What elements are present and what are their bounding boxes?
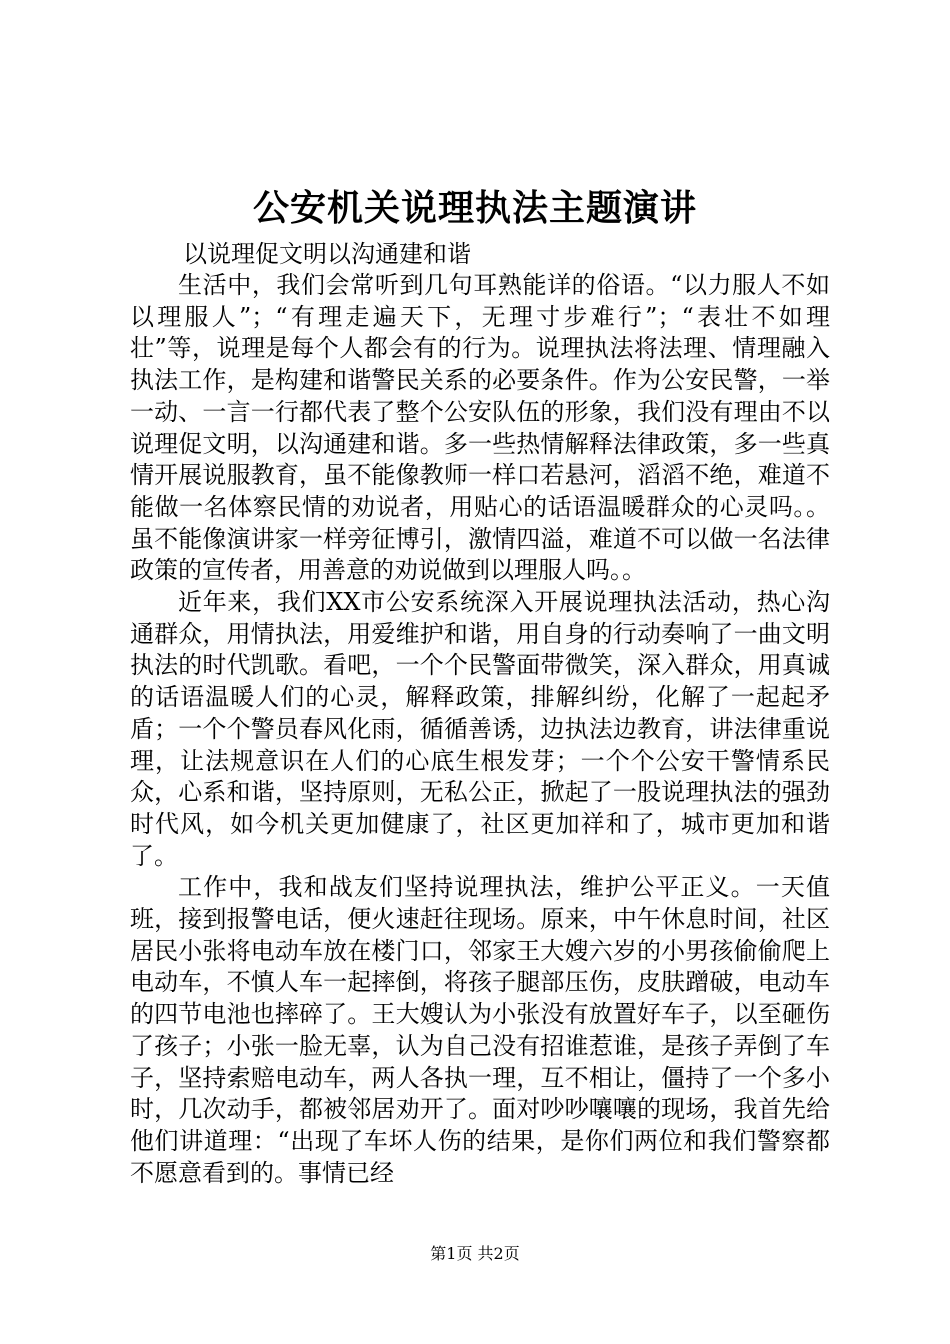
document-body — [130, 270, 830, 1189]
document-subtitle: 以说理促文明以沟通建和谐 — [183, 240, 471, 268]
document-title: 公安机关说理执法主题演讲 — [252, 187, 697, 229]
paragraph: 工作中，我和战友们坚持说理执法，维护公平正义。一天值班，接到报警电话，便火速赶往现场。原来，中午休息时间，社区居民小张将电动车放在楼门口，邻家王大嫂六岁的小男孩偷偷爬上电动车，不慎人车一起摔倒，将孩子腿部压伤，皮肤蹭破，电动车的四节电池也摔碎了。王大嫂认为小张没有放置好车子，以至砸伤了孩子；小张一脸无辜，认为自己没有招谁惹谁，是孩子弄倒了车子，坚持索赔电动车，两人各执一理，互不相让，僵持了一个多小时，几次动手，都被邻居劝开了。面对吵吵嚷嚷的现场，我首先给他们讲道理：“出现了车坏人伤的结果，是你们两位和我们警察都不愿意看到的。事情已经 — [130, 873, 830, 1187]
paragraph: 近年来，我们XX市公安系统深入开展说理执法活动，热心沟通群众，用情执法，用爱维护和谐，用自身的行动奏响了一曲文明执法的时代凯歌。看吧，一个个民警面带微笑，深入群众，用真诚的话语温暖人们的心灵，解释政策，排解纠纷，化解了一起起矛盾；一个个警员春风化雨，循循善诱，边执法边教育，讲法律重说理，让法规意识在人们的心底生根发芽；一个个公安干警情系民众，心系和谐，坚持原则，无私公正，掀起了一股说理执法的强劲时代风，如今机关更加健康了，社区更加祥和了，城市更加和谐了。 — [130, 588, 830, 870]
paragraph: 生活中，我们会常听到几句耳熟能详的俗语。“以力服人不如以理服人”；“有理走遍天下，无理寸步难行”；“表壮不如理壮”等，说理是每个人都会有的行为。说理执法将法理、情理融入执法工作，是构建和谐警民关系的必要条件。作为公安民警，一举一动、一言一行都代表了整个公安队伍的形象，我们没有理由不以说理促文明，以沟通建和谐。多一些热情解释法律政策，多一些真情开展说服教育，虽不能像教师一样口若悬河，滔滔不绝，难道不能做一名体察民情的劝说者，用贴心的话语温暖群众的心灵吗。。虽不能像演讲家一样旁征博引，激情四溢，难道不可以做一名法律政策的宣传者，用善意的劝说做到以理服人吗。。 — [130, 271, 830, 585]
page-footer: 第1页 共2页 — [430, 1244, 520, 1263]
